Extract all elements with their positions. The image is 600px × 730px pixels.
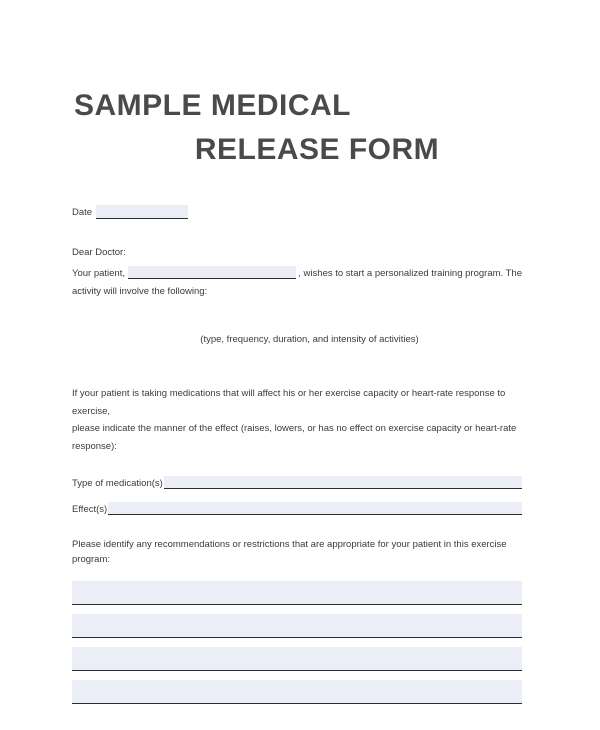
medication-paragraph-line-1: If your patient is taking medications that will affect his or her exercise capacity or heart-rate response to exercise, [72, 388, 506, 417]
effects-input[interactable] [108, 502, 522, 515]
medication-type-row [72, 476, 522, 489]
medication-type-input[interactable] [164, 476, 522, 489]
medication-type-label: Type of medication(s) [72, 478, 163, 490]
patient-suffix-text: , wishes to start a personalized training program. The [298, 268, 522, 279]
medication-paragraph-line-2: please indicate the manner of the effect (raises, lowers, or has no effect on exercise capacity or heart-rate response): [72, 423, 517, 452]
date-input[interactable] [96, 205, 188, 219]
medical-release-form [72, 84, 522, 704]
recommendations-lines [72, 581, 522, 704]
date-row [72, 205, 522, 219]
recommendation-line-input[interactable] [72, 680, 522, 704]
patient-intro-label: Your patient, [72, 268, 125, 279]
effects-label: Effect(s) [72, 504, 108, 516]
activity-line: activity will involve the following: [72, 286, 208, 297]
page-title-line-2: RELEASE FORM [194, 132, 440, 166]
patient-row [72, 266, 522, 279]
date-label: Date [72, 207, 93, 218]
patient-name-input[interactable] [128, 266, 296, 279]
recommendation-line-input[interactable] [72, 647, 522, 671]
activity-note: (type, frequency, duration, and intensity of activities) [200, 334, 419, 345]
page-title [72, 84, 522, 171]
page-title-line-1: SAMPLE MEDICAL [74, 89, 351, 122]
salutation: Dear Doctor: [72, 247, 126, 258]
medication-paragraph [72, 385, 522, 455]
effects-row [72, 502, 522, 515]
recommendations-prompt: Please identify any recommendations or restrictions that are appropriate for your patient in this exercise program: [72, 539, 507, 566]
recommendation-line-input[interactable] [72, 614, 522, 638]
recommendation-line-input[interactable] [72, 581, 522, 605]
